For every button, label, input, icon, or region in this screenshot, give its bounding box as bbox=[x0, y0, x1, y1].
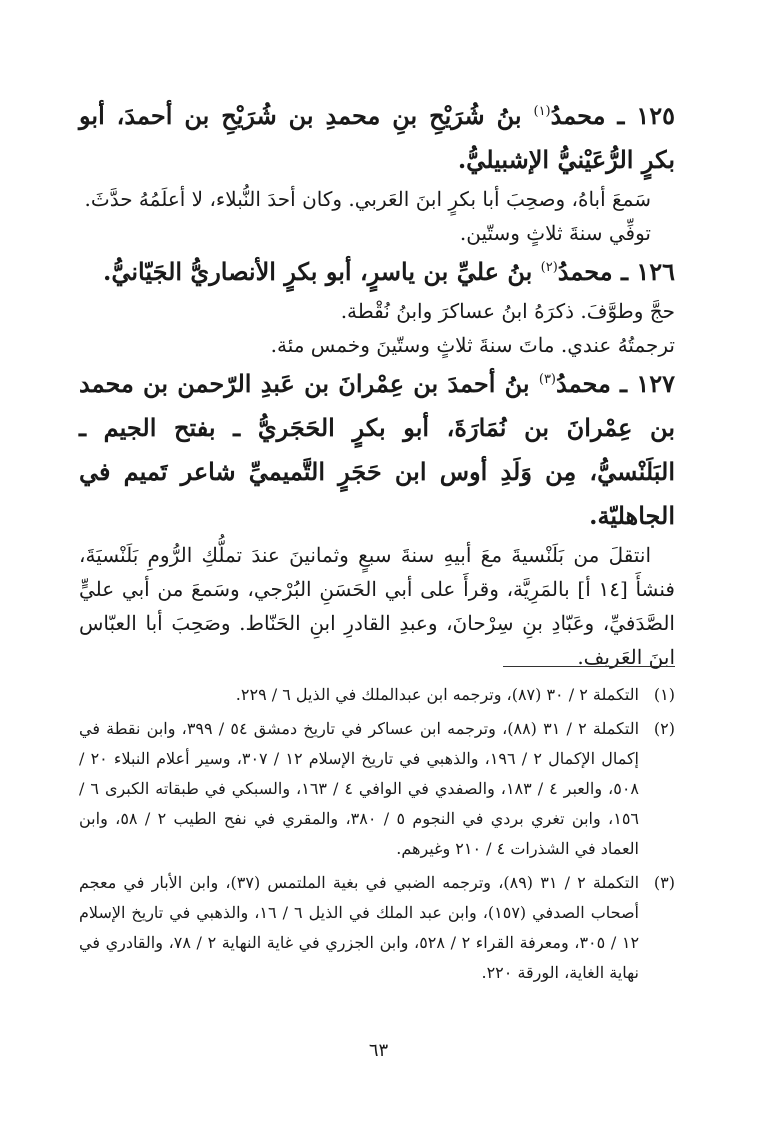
entry-heading bbox=[79, 94, 675, 182]
entry-paragraph: انتقلَ من بَلَنْسيةَ معَ أبيهِ سنةَ سبعٍ وثمانينَ عندَ تملُّكِ الرُّومِ بَلَنْسيَةَ، فنشأَ [١٤ أ] بالمَرِيَّة، وقرأَ على أبي الحَسَنِ البُرْجي، وسَمعَ من أبي عليٍّ الصَّدَفيِّ، وعَبّادِ بنِ سِرْحانَ، وعبدِ القادرِ ابنِ الحَنّاط. وصَحِبَ أبا العبّاس ابنَ العَريف. bbox=[79, 543, 675, 669]
footnote-text: التكملة ٢ / ٣١ (٨٨)، وترجمه ابن عساكر في تاريخ دمشق ٥٤ / ٣٩٩، وابن نقطة في إكمال الإكمال ٢ / ١٩٦، والذهبي في تاريخ الإسلام ١٢ / ٣٠٧، وسير أعلام النبلاء ٢٠ / ٥٠٨، والعبر ٤ / ١٨٣، والصفدي في الوافي ٤ / ١٦٣، والسبكي في طبقاته الكبرى ٦ / ١٥٦، وابن تغري بردي في النجوم ٥ / ٣٨٠، والمقري في نفح الطيب ٢ / ٥٨، وابن العماد في الشذرات ٤ / ٢١٠ وغيرهم. bbox=[79, 719, 640, 858]
footnote bbox=[79, 680, 675, 710]
footnote-divider bbox=[503, 666, 675, 667]
page-number: ٦٣ bbox=[368, 1040, 389, 1061]
entry-paragraph: ترجمتُهُ عندي. ماتَ سنةَ ثلاثٍ وستّينَ وخمس مئة. bbox=[270, 333, 675, 357]
entry-heading-rest: بنُ أحمدَ بن عِمْرانَ بن عَبدِ الرّحمن بن محمد بن عِمْرانَ بن نُمَارَةَ، أبو بكرٍ الحَجَريُّ ـ بفتح الجيم ـ البَلَنْسيُّ، مِن وَلَدِ أوس ابن حَجَرٍ التَّميميِّ شاعر تَميم في الجاهليّة. bbox=[79, 369, 675, 530]
footnote-number: (١) bbox=[653, 685, 675, 704]
entry-heading-rest: بنُ عليِّ بن ياسرٍ، أبو بكرٍ الأنصاريُّ الجَيّانيُّ. bbox=[103, 257, 541, 286]
footnote-text: التكملة ٢ / ٣١ (٨٩)، وترجمه الضبي في بغية الملتمس (٣٧)، وابن الأبار في معجم أصحاب الصدفي (١٥٧)، وابن عبد الملك في الذيل ٦ / ١٦، والذهبي في تاريخ الإسلام ١٢ / ٣٠٥، ومعرفة القراء ٢ / ٥٢٨، وابن الجزري في غاية النهاية ٢ / ٧٨، والقادري في نهاية الغاية، الورقة ٢٢٠. bbox=[79, 873, 640, 982]
entry-number-name: ١٢٧ ـ محمدُ bbox=[556, 369, 676, 398]
footnote-ref[interactable]: (٣) bbox=[538, 372, 556, 387]
footnote bbox=[79, 868, 675, 988]
entry-heading bbox=[79, 250, 675, 294]
footnote-ref[interactable]: (٢) bbox=[540, 260, 558, 275]
footnote-ref[interactable]: (١) bbox=[533, 104, 551, 119]
footnote bbox=[79, 714, 675, 864]
entry-heading bbox=[79, 362, 675, 538]
entry-number-name: ١٢٥ ـ محمدُ bbox=[550, 101, 676, 130]
entry-paragraph: حجَّ وطوَّفَ. ذكرَهُ ابنُ عساكرَ وابنُ نُقْطة. bbox=[340, 299, 675, 323]
footnote-number: (٣) bbox=[653, 873, 675, 892]
entry-paragraph: سَمعَ أباهُ، وصحِبَ أبا بكرٍ ابنَ العَربي. وكان أحدَ النُّبلاء، لا أعلَمُهُ حدَّثَ. bbox=[84, 187, 651, 211]
entry-heading-rest: بنُ شُرَيْحِ بنِ محمدِ بن شُرَيْحِ بن أحمدَ، أبو بكرٍ الرُّعَيْنيُّ الإشبيليُّ. bbox=[79, 101, 675, 174]
footnote-text: التكملة ٢ / ٣٠ (٨٧)، وترجمه ابن عبدالملك في الذيل ٦ / ٢٢٩. bbox=[235, 685, 639, 704]
footnotes bbox=[79, 680, 675, 992]
footnote-number: (٢) bbox=[653, 719, 675, 738]
main-text bbox=[79, 94, 675, 674]
entry-number-name: ١٢٦ ـ محمدُ bbox=[557, 257, 675, 286]
entry-paragraph: توفِّي سنةَ ثلاثٍ وستّين. bbox=[459, 221, 651, 245]
